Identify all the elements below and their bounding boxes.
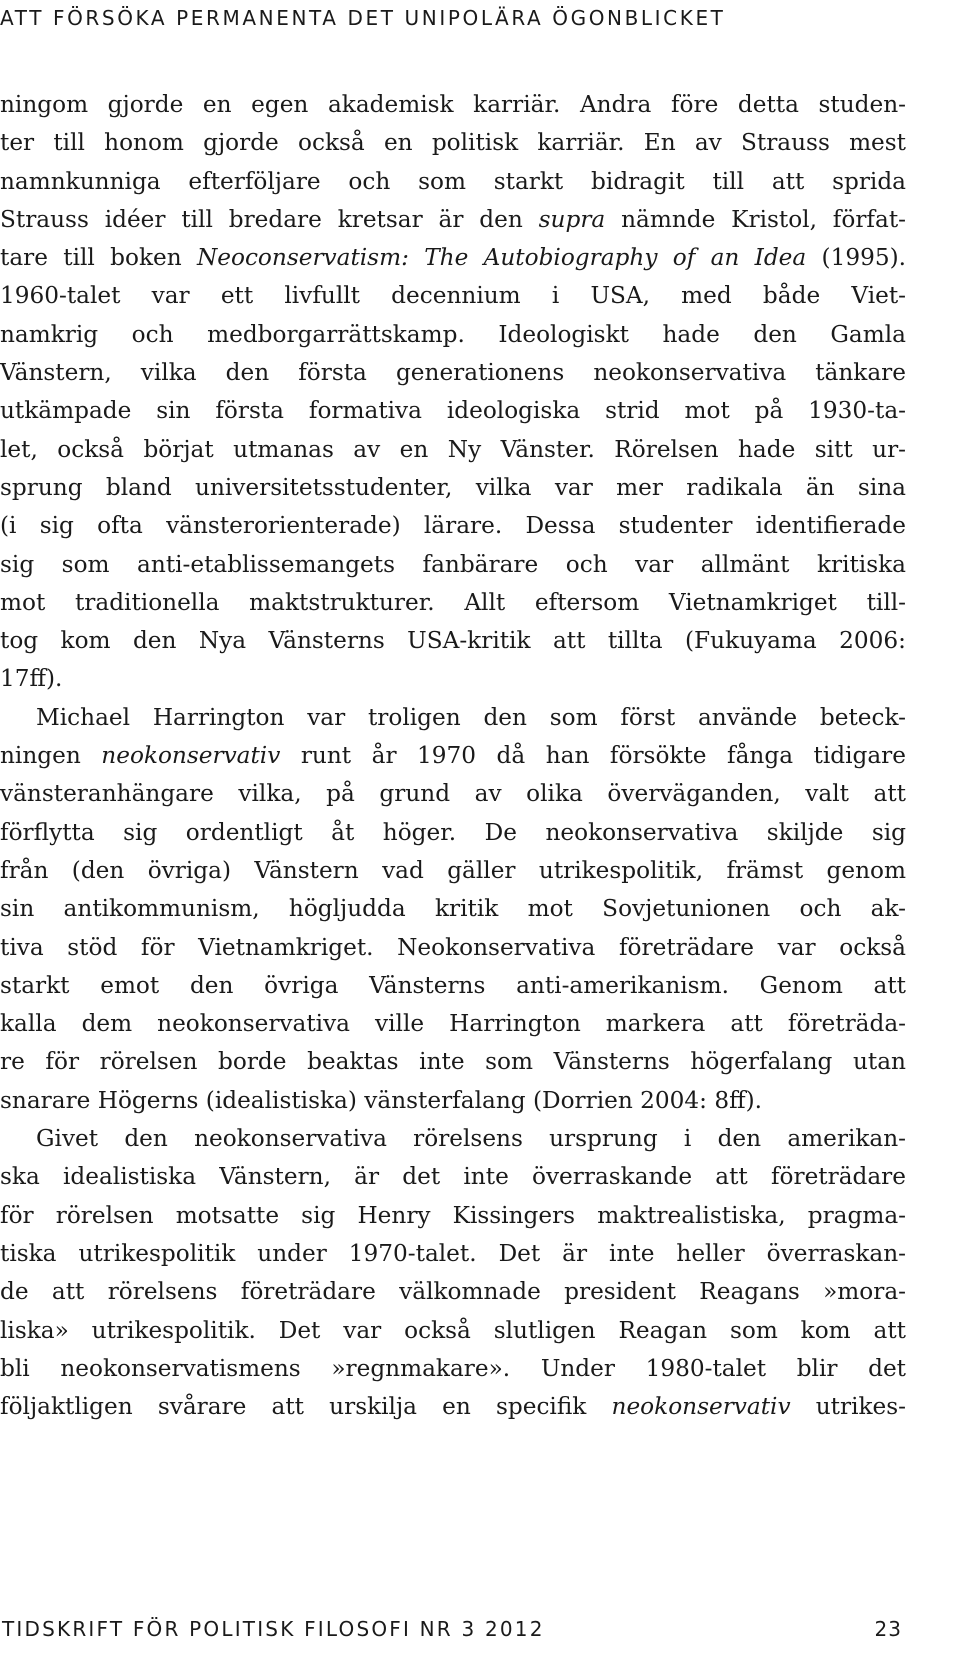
page-number: 23 xyxy=(874,1617,902,1641)
text-line: ningom gjorde en egen akademisk karriär. Andra före detta studen- xyxy=(0,91,906,118)
text-line: från (den övriga) Vänstern vad gäller utrikespolitik, främst genom xyxy=(0,856,906,884)
text-line: snarare Högerns (idealistiska) vänsterfalang (Dorrien 2004: 8ff). xyxy=(0,1086,763,1114)
text-line: Givet den neokonservativa rörelsens ursprung i den amerikan- xyxy=(36,1125,906,1153)
text-line: kalla dem neokonservativa ville Harrington markera att företräda- xyxy=(0,1010,906,1038)
text-line: 17ff). xyxy=(0,665,63,693)
text-line: de att rörelsens företrädare välkomnade president Reagans »mora- xyxy=(0,1278,906,1306)
journal-title: TIDSKRIFT FÖR POLITISK FILOSOFI NR 3 2012 xyxy=(2,1617,545,1641)
text-line: Michael Harrington var troligen den som först använde beteck- xyxy=(36,703,906,731)
text-line: sprung bland universitetsstudenter, vilka var mer radikala än sina xyxy=(0,473,906,501)
text-line: följaktligen svårare att urskilja en specifik neokonservativ utrikes- xyxy=(0,1393,906,1421)
text-line: ska idealistiska Vänstern, är det inte överraskande att företrädare xyxy=(0,1163,906,1191)
italic-term: supra xyxy=(538,205,606,233)
text-line: ningen neokonservativ runt år 1970 då han försökte fånga tidigare xyxy=(0,742,906,770)
running-head: ATT FÖRSÖKA PERMANENTA DET UNIPOLÄRA ÖGONBLICKET xyxy=(0,6,726,30)
italic-term: neokonservativ xyxy=(101,742,281,770)
text-line: tiva stöd för Vietnamkriget. Neokonservativa företrädare var också xyxy=(0,933,906,961)
italic-term: neokonservativ xyxy=(611,1393,791,1421)
text-line: namnkunniga efterföljare och som starkt bidragit till att sprida xyxy=(0,167,906,195)
text-line: let, också börjat utmanas av en Ny Vänster. Rörelsen hade sitt ur- xyxy=(0,435,906,463)
text-line: sin antikommunism, högljudda kritik mot Sovjetunionen och ak- xyxy=(0,895,906,923)
text-line: ter till honom gjorde också en politisk karriär. En av Strauss mest xyxy=(0,129,906,157)
text-line: för rörelsen motsatte sig Henry Kissingers maktrealistiska, pragma- xyxy=(0,1201,906,1229)
text-line: 1960-talet var ett livfullt decennium i USA, med både Viet- xyxy=(0,282,906,310)
text-line: förflytta sig ordentligt åt höger. De neokonservativa skiljde sig xyxy=(0,818,906,846)
text-line: (i sig ofta vänsterorienterade) lärare. Dessa studenter identifierade xyxy=(0,512,906,540)
text-line: tare till boken Neoconservatism: The Autobiography of an Idea (1995). xyxy=(0,244,907,272)
text-line: namkrig och medborgarrättskamp. Ideologiskt hade den Gamla xyxy=(0,320,906,348)
text-line: Strauss idéer till bredare kretsar är den supra nämnde Kristol, förfat- xyxy=(0,205,906,233)
text-line: tog kom den Nya Vänsterns USA-kritik att tillta (Fukuyama 2006: xyxy=(0,627,906,655)
text-line: bli neokonservatismens »regnmakare». Under 1980-talet blir det xyxy=(0,1354,906,1382)
text-line: liska» utrikespolitik. Det var också slutligen Reagan som kom att xyxy=(0,1316,906,1344)
text-line: mot traditionella maktstrukturer. Allt eftersom Vietnamkriget till- xyxy=(0,588,906,616)
text-line: vänsteranhängare vilka, på grund av olika överväganden, valt att xyxy=(0,780,906,808)
text-line: starkt emot den övriga Vänsterns anti-amerikanism. Genom att xyxy=(0,971,906,999)
italic-term: Neoconservatism: The Autobiography of an Idea xyxy=(196,244,807,272)
text-line: utkämpade sin första formativa ideologiska strid mot på 1930-ta- xyxy=(0,397,906,425)
text-line: tiska utrikespolitik under 1970-talet. Det är inte heller överraskan- xyxy=(0,1239,906,1267)
text-line: sig som anti-etablissemangets fanbärare och var allmänt kritiska xyxy=(0,550,906,578)
body-text xyxy=(0,86,906,1426)
text-line: Vänstern, vilka den första generationens neokonservativa tänkare xyxy=(0,359,906,387)
text-line: re för rörelsen borde beaktas inte som Vänsterns högerfalang utan xyxy=(0,1048,906,1076)
